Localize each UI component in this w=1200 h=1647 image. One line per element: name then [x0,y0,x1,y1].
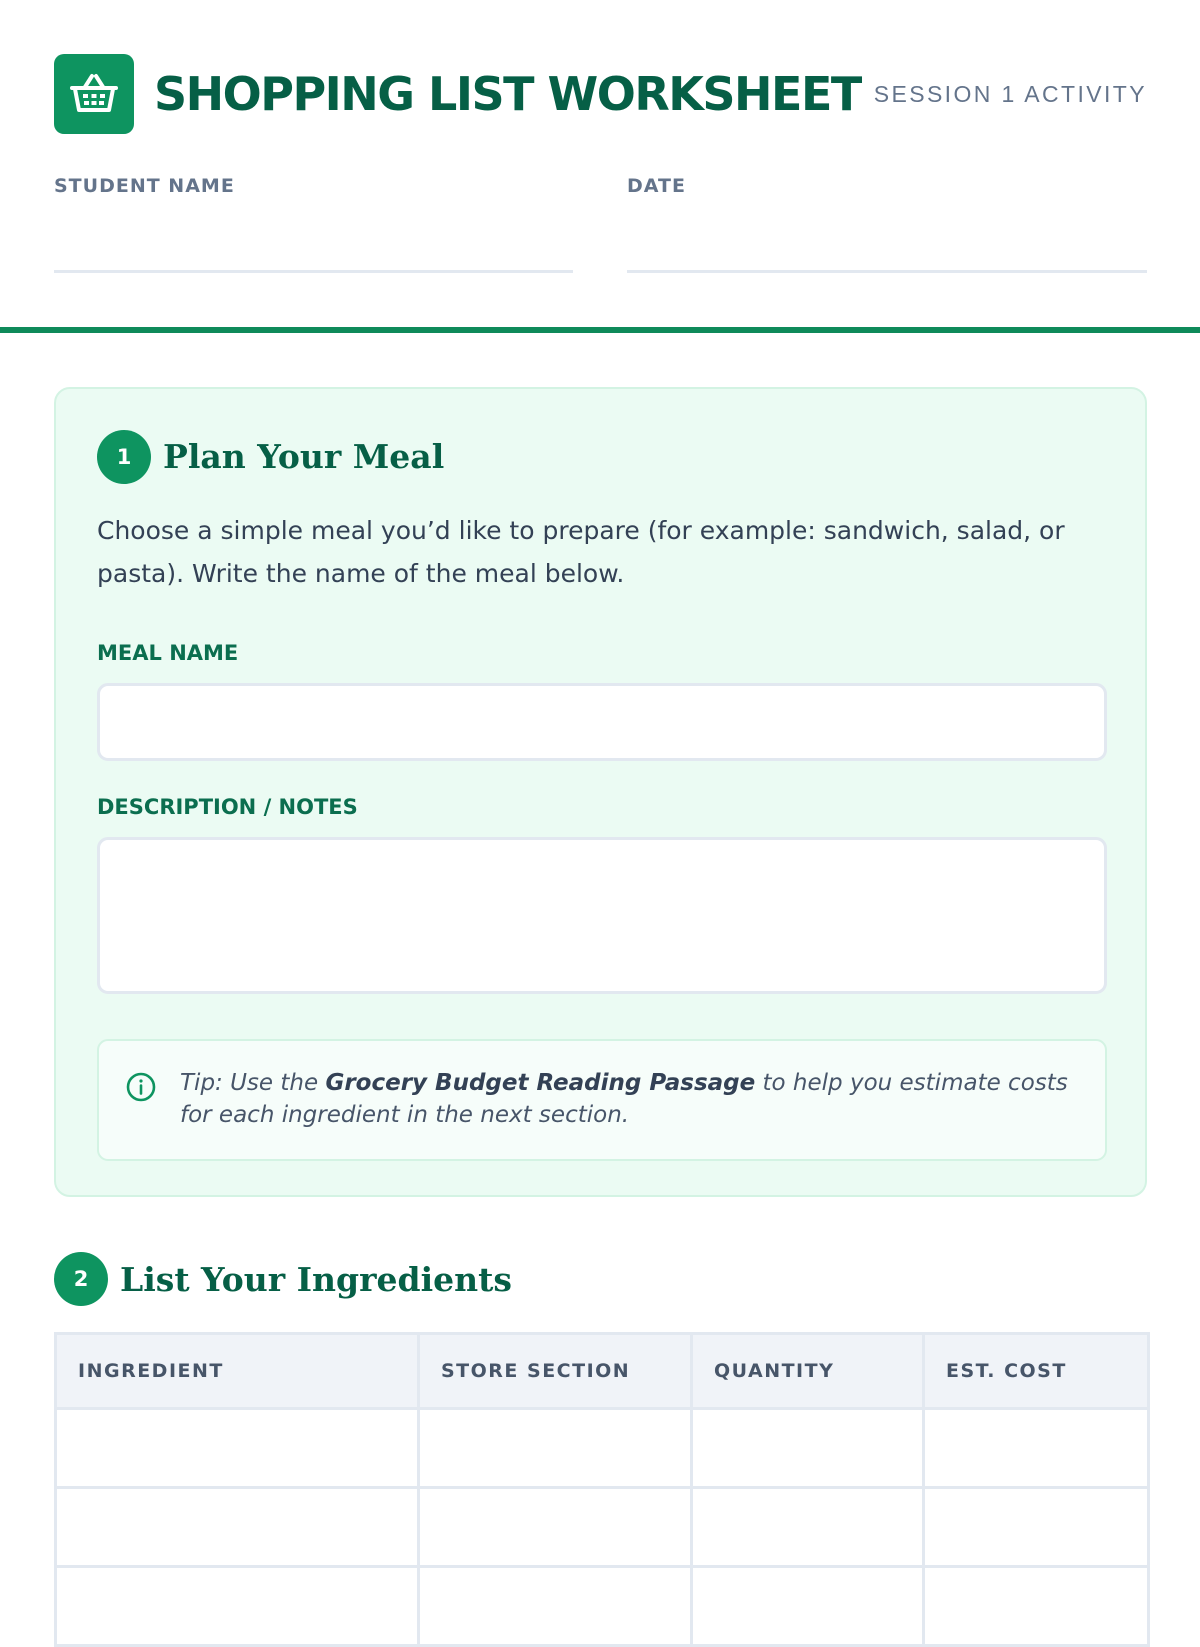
tip-text [180,1067,1085,1131]
step-number-badge: 1 [97,430,151,484]
student-name-label: STUDENT NAME [54,175,235,197]
column-header-store-section: STORE SECTION [419,1334,692,1409]
page-title: SHOPPING LIST WORKSHEET [154,67,861,121]
section-title: List Your Ingredients [120,1260,512,1299]
worksheet-header [54,54,1147,134]
step-number-badge: 2 [54,1252,108,1306]
student-name-field[interactable] [54,270,573,273]
meal-name-label: MEAL NAME [97,641,239,665]
tip-prefix: Tip: Use the [180,1070,326,1096]
ingredient-cell[interactable] [56,1488,419,1567]
ingredient-cell[interactable] [56,1567,419,1646]
table-row [56,1488,1149,1567]
tip-box [97,1039,1107,1161]
store-section-cell[interactable] [419,1409,692,1488]
info-icon [125,1071,157,1103]
column-header-quantity: QUANTITY [692,1334,924,1409]
est-cost-cell[interactable] [924,1488,1149,1567]
est-cost-cell[interactable] [924,1567,1149,1646]
description-textarea[interactable] [97,837,1107,994]
quantity-cell[interactable] [692,1567,924,1646]
table-row [56,1409,1149,1488]
ingredient-cell[interactable] [56,1409,419,1488]
session-label: SESSION 1 ACTIVITY [873,81,1147,107]
table-row [56,1567,1149,1646]
section-instructions: Choose a simple meal you’d like to prepare (for example: sandwich, salad, or pasta). Write the name of the meal below. [97,516,1065,588]
header-divider [0,327,1200,333]
section-title: Plan Your Meal [163,437,445,476]
meal-name-input[interactable] [97,683,1107,761]
tip-suffix: to help you estimate costs for each ingredient in the next section. [180,1070,1068,1128]
plan-meal-section [54,387,1147,1197]
quantity-cell[interactable] [692,1488,924,1567]
date-field[interactable] [627,270,1147,273]
quantity-cell[interactable] [692,1409,924,1488]
column-header-est-cost: EST. COST [924,1334,1149,1409]
column-header-ingredient: INGREDIENT [56,1334,419,1409]
store-section-cell[interactable] [419,1567,692,1646]
date-label: DATE [627,175,686,197]
store-section-cell[interactable] [419,1488,692,1567]
description-label: DESCRIPTION / NOTES [97,795,358,819]
est-cost-cell[interactable] [924,1409,1149,1488]
table-header-row [56,1334,1149,1409]
tip-emphasis: Grocery Budget Reading Passage [325,1070,756,1096]
shopping-basket-icon [54,54,134,134]
